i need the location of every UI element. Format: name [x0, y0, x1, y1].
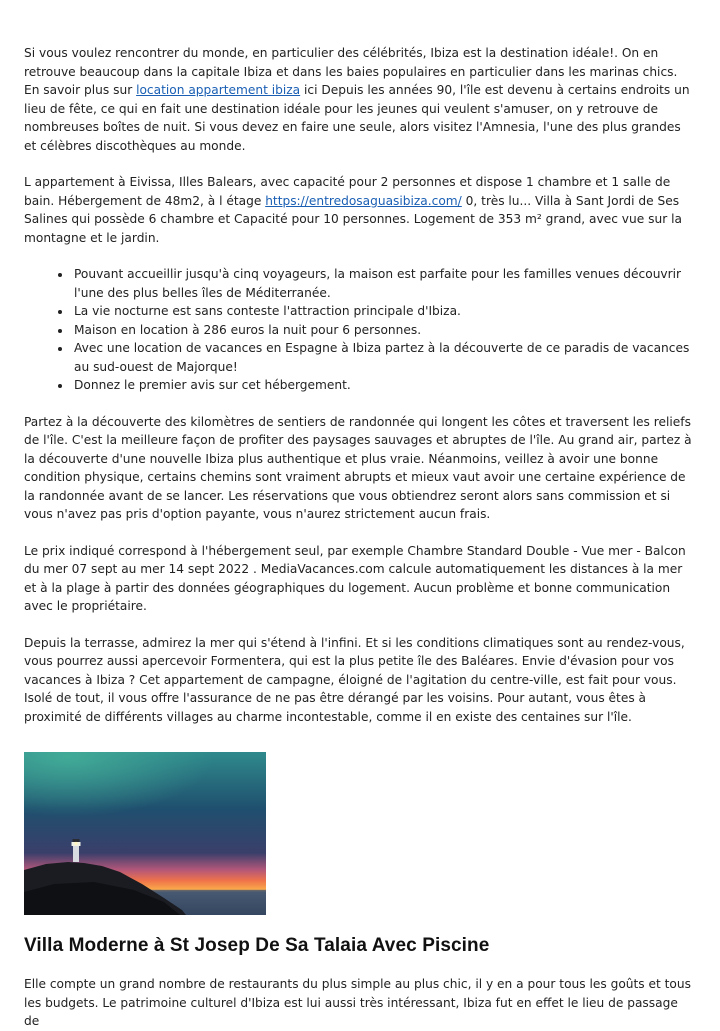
paragraph-restaurants: Elle compte un grand nombre de restaurants du plus simple au plus chic, il y en a pour tous les goûts et tous les budgets. Le patrimoine culturel d'Ibiza est lui aussi très intéressant, Ibiza fut en effet le lieu de passage de: [24, 977, 691, 1028]
paragraph-intro: [24, 44, 696, 155]
paragraph-intro-text-b: ici Depuis les années 90, l'île est devenu à certains endroits un lieu de fête, ce qui en fait une destination idéale pour les jeunes qui veulent s'amuser, on y retrouve de nombreuses boîtes de nuit. Si vous devez en faire une seule, alors visitez l'Amnesia, l'une des plus grandes et célèbres discothèques au monde.: [24, 83, 690, 153]
link-entredosaguas[interactable]: https://entredosaguasibiza.com/: [265, 193, 462, 208]
paragraph-terrasse: Depuis la terrasse, admirez la mer qui s'étend à l'infini. Et si les conditions climatiques sont au rendez-vous, vous pourrez aussi apercevoir Formentera, qui est la plus petite île des Baléares. Envie d'évasion pour vos vacances à Ibiza ? Cet appartement de campagne, éloigné de l'agitation du centre-ville, est fait pour vous. Isolé de tout, il vous offre l'assurance de ne pas être dérangé par les voisins. Pour autant, vous êtes à proximité de différents villages au charme incontestable, comme il en existe des centaines sur l'île.: [24, 635, 685, 724]
list-item: • La vie nocturne est sans conteste l'attraction principale d'Ibiza.: [72, 302, 696, 321]
lighthouse-sunset-image: [24, 752, 266, 915]
paragraph-appartement-text-b: 0, très lu... Villa à Sant Jordi de Ses Salines qui possède 6 chambre et Capacité pour 10 personnes. Logement de 353 m² grand, avec vue sur la montagne et le jardin.: [24, 193, 682, 245]
bullet-list: [24, 265, 696, 395]
section-heading: Villa Moderne à St Josep De Sa Talaia Avec Piscine: [24, 935, 490, 956]
list-item: • Avec une location de vacances en Espagne à Ibiza partez à la découverte de ce paradis de vacances au sud-ouest de Majorque!: [72, 339, 696, 376]
list-item: • Donnez le premier avis sur cet hébergement.: [72, 376, 696, 395]
paragraph-appartement: [24, 173, 696, 247]
paragraph-appartement-text-a: L appartement à Eivissa, Illes Balears, avec capacité pour 2 personnes et dispose 1 chambre et 1 salle de bain. Hébergement de 48m2, à l étage: [24, 175, 671, 208]
link-location-appartement[interactable]: location appartement ibiza: [136, 83, 301, 97]
paragraph-prix: Le prix indiqué correspond à l'hébergement seul, par exemple Chambre Standard Double - Vue mer - Balcon du mer 07 sept au mer 14 sept 2022 . MediaVacances.com calcule automatiquement les distances à la mer et à la plage à partir des données géographiques du logement. Aucun problème et bonne communication avec le propriétaire.: [24, 543, 686, 613]
paragraph-intro-text-a: Si vous voulez rencontrer du monde, en particulier des célébrités, Ibiza est la destination idéale!. On en retrouve beaucoup dans la capitale Ibiza et dans les baies populaires en particulier dans les marinas chics. En savoir plus sur: [24, 46, 678, 97]
list-item: • Pouvant accueillir jusqu'à cinq voyageurs, la maison est parfaite pour les familles venues découvrir l'une des plus belles îles de Méditerranée.: [72, 265, 696, 302]
list-item: • Maison en location à 286 euros la nuit pour 6 personnes.: [72, 321, 696, 340]
paragraph-randonnee: Partez à la découverte des kilomètres de sentiers de randonnée qui longent les côtes et traversent les reliefs de l'île. C'est la meilleure façon de profiter des paysages sauvages et abruptes de l'île. Au grand air, partez à la découverte d'une nouvelle Ibiza plus authentique et plus vraie. Néanmoins, veillez à avoir une bonne condition physique, certains chemins sont vraiment abrupts et mieux vaut avoir une certaine expérience de la randonnée avant de se lancer. Les réservations que vous obtiendrez seront alors sans commission et si vous n'avez pas pris d'option payante, vous n'aurez strictement aucun frais.: [24, 414, 692, 521]
